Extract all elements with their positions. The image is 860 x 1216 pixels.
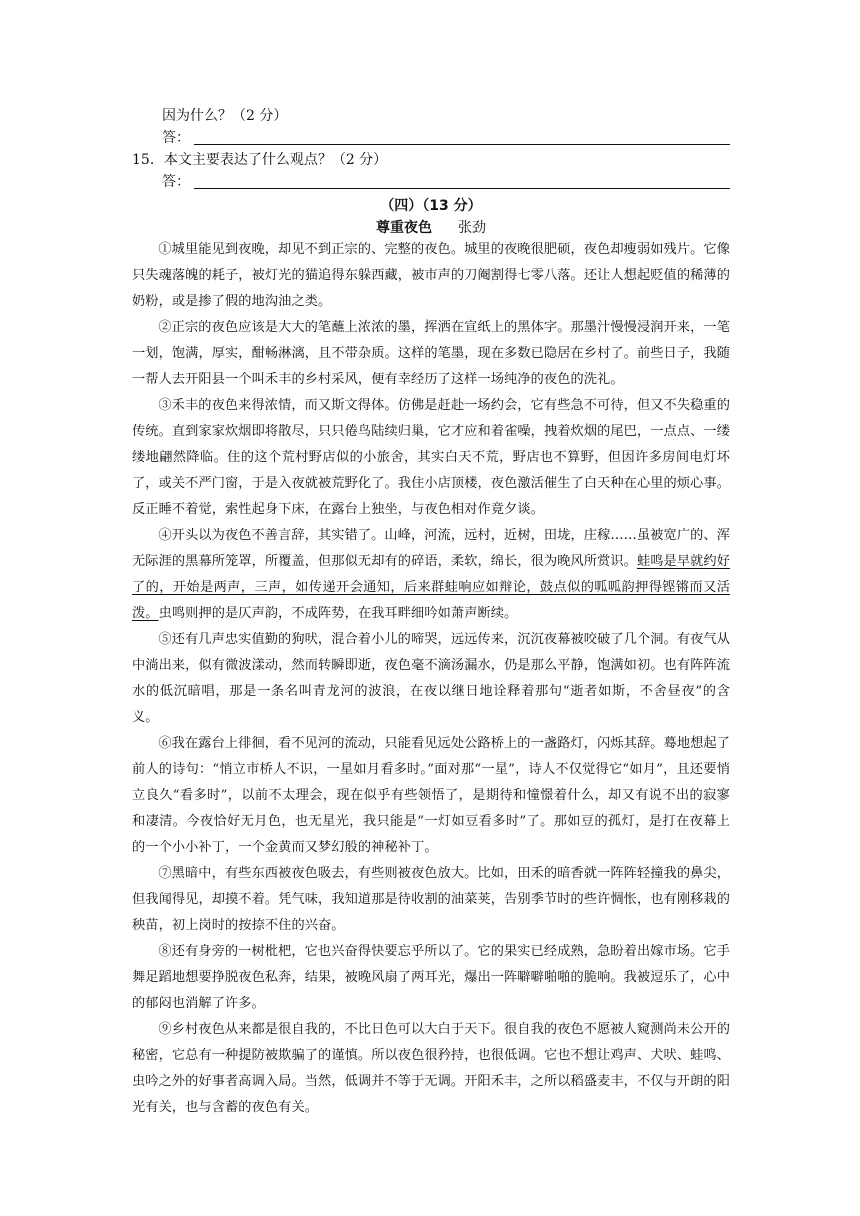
paragraph-4-before: ④开头以为夜色不善言辞，其实错了。山峰，河流，远村，近树，田垅，庄稼……虽被宽广的、浑无际涯的黑幕所笼罩，所覆盖，但那似无却有的碎语，柔软，绵长，很为晚风所赏识。 — [132, 528, 730, 569]
paragraph-4 — [132, 523, 730, 627]
answer-label: 答： — [162, 130, 190, 146]
question-14-tail: 因为什么？（2 分） — [162, 108, 288, 124]
answer-line-15[interactable] — [162, 173, 730, 191]
paragraph-7: ⑦黑暗中，有些东西被夜色吸去，有些则被夜色放大。比如，田禾的暗香就一阵阵轻撞我的鼻尖，但我闻得见，却摸不着。凭气味，我知道那是待收割的油菜荚，告别季节时的些许惆怅，也有刚移栽的秧苗，初上岗时的按捺不住的兴奋。 — [132, 866, 730, 933]
answer-blank[interactable] — [194, 174, 730, 189]
section-heading: （四）（13 分） — [380, 198, 482, 214]
paragraph-6: ⑥我在露台上徘徊，看不见河的流动，只能看见远处公路桥上的一盏路灯，闪烁其辞。蓦地想起了前人的诗句：“悄立市桥人不识，一星如月看多时。”面对那“一星”，诗人不仅觉得它“如月”，且还要悄立良久“看多时”，以前不太理会，现在似乎有些领悟了，是期待和憧憬着什么，却又有说不出的寂寥和凄清。今夜恰好无月色，也无星光，我只能是“一灯如豆看多时”了。那如豆的孤灯，是打在夜幕上的一个小小补丁，一个金黄而又梦幻般的神秘补丁。 — [132, 736, 730, 855]
answer-label: 答： — [162, 174, 190, 190]
paragraph-4-underlined: 蛙鸣是早就约好了的，开始是两声，三声，如传递开会通知，后来群蛙响应如辩论，鼓点似的呱呱韵押得铿锵而又活泼。 — [132, 554, 731, 621]
paragraph-4-after: 虫鸣则押的是仄声韵，不成阵势，在我耳畔细吟如萧声断续。 — [158, 606, 518, 621]
paragraph-3: ③禾丰的夜色来得浓情，而又斯文得体。仿佛是赶赴一场约会，它有些急不可待，但又不失稳重的传统。直到家家炊烟即将散尽，只只倦鸟陆续归巢，它才应和着雀噪，拽着炊烟的尾巴，一点点、一缕缕地翩然降临。住的这个荒村野店似的小旅舍，其实白天不荒，野店也不算野，但因许多房间电灯坏了，或关不严门窗，于是入夜就被荒野化了。我住小店顶楼，夜色激活催生了白天种在心里的烦心事。反正睡不着觉，索性起身下床，在露台上独坐，与夜色相对作竟夕谈。 — [132, 398, 730, 517]
article-title: 尊重夜色 — [376, 220, 432, 236]
answer-blank[interactable] — [194, 130, 730, 145]
paragraph-2: ②正宗的夜色应该是大大的笔蘸上浓浓的墨，挥洒在宣纸上的黑体字。那墨汁慢慢浸润开来，一笔一划，饱满，厚实，酣畅淋漓，且不带杂质。这样的笔墨，现在多数已隐居在乡村了。前些日子，我随一帮人去开阳县一个叫禾丰的乡村采风，便有幸经历了这样一场纯净的夜色的洗礼。 — [132, 320, 730, 387]
paragraph-5: ⑤还有几声忠实值勤的狗吠，混合着小儿的啼哭，远远传来，沉沉夜幕被咬破了几个洞。有夜气从中淌出来，似有微波漾动，然而转瞬即逝，夜色毫不滴汤漏水，仍是那么平静，饱满如初。也有阵阵流水的低沉暗唱，那是一条名叫青龙河的波浪，在夜以继日地诠释着那句“逝者如斯，不舍昼夜”的含义。 — [132, 632, 730, 725]
article-title-row — [132, 219, 730, 237]
article-author: 张劲 — [458, 220, 486, 236]
paragraph-8: ⑧还有身旁的一树枇杷，它也兴奋得快要忘乎所以了。它的果实已经成熟，急盼着出嫁市场。它手舞足蹈地想要挣脱夜色私奔，结果，被晚风扇了两耳光，爆出一阵噼噼啪啪的脆响。我被逗乐了，心中的郁闷也消解了许多。 — [132, 944, 730, 1011]
question-15: 15．本文主要表达了什么观点？（2 分） — [132, 152, 388, 168]
paragraph-1: ①城里能见到夜晚，却见不到正宗的、完整的夜色。城里的夜晚很肥硕，夜色却瘦弱如残片。它像只失魂落魄的耗子，被灯光的猫追得东躲西藏，被市声的刀阉割得七零八落。还让人想起贬值的稀薄的奶粉，或是掺了假的地沟油之类。 — [132, 242, 730, 309]
answer-line-14[interactable] — [162, 129, 730, 147]
paragraph-9: ⑨乡村夜色从来都是很自我的，不比日色可以大白于天下。很自我的夜色不愿被人窥测尚未公开的秘密，它总有一种提防被欺骗了的谨慎。所以夜色很矜持，也很低调。它也不想让鸡声、犬吠、蛙鸣、虫吟之外的好事者高调入局。当然，低调并不等于无调。开阳禾丰，之所以稻盛麦丰，不仅与开朗的阳光有关，也与含蓄的夜色有关。 — [132, 1022, 730, 1115]
